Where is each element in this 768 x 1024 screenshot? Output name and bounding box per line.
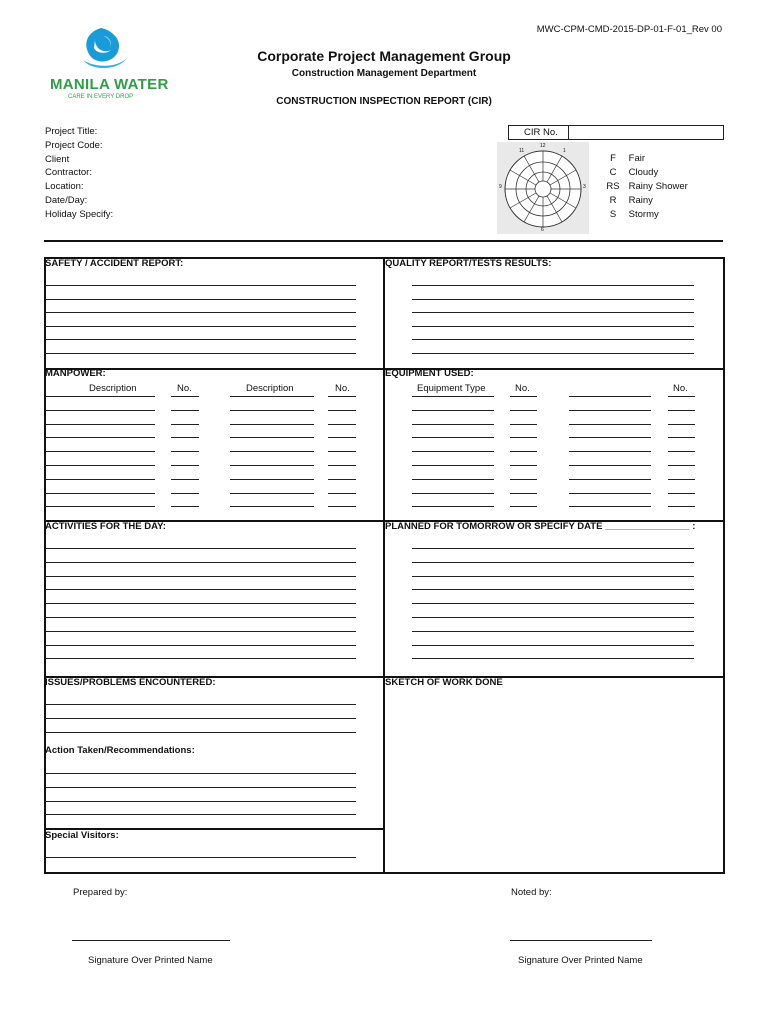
equipment-no-line[interactable] xyxy=(510,451,537,452)
legend-code: R xyxy=(609,195,617,206)
project-info xyxy=(45,125,113,222)
equipment-no-line[interactable] xyxy=(510,465,537,466)
manpower-description-line-2[interactable] xyxy=(230,410,314,411)
activities-line[interactable] xyxy=(45,548,356,549)
equipment-type-line[interactable] xyxy=(412,396,494,397)
manpower-no-line[interactable] xyxy=(171,493,199,494)
legend-label: Fair xyxy=(628,153,646,164)
noted-by-signature-line[interactable] xyxy=(510,940,652,941)
equipment-extra-line[interactable] xyxy=(569,437,651,438)
planned-line[interactable] xyxy=(412,589,694,590)
planned-line[interactable] xyxy=(412,645,694,646)
manpower-no-line[interactable] xyxy=(171,396,199,397)
field-project-code: Project Code: xyxy=(45,139,103,151)
activities-line[interactable] xyxy=(45,645,356,646)
department-title: Construction Management Department xyxy=(291,68,477,79)
equipment-no-line-2[interactable] xyxy=(668,410,695,411)
equipment-extra-line[interactable] xyxy=(569,479,651,480)
legend-label: Cloudy xyxy=(628,167,659,178)
action-line[interactable] xyxy=(45,787,356,788)
legend-code: F xyxy=(610,153,616,164)
manpower-no-line[interactable] xyxy=(171,479,199,480)
manpower-description-line-2[interactable] xyxy=(230,479,314,480)
visitors-line[interactable] xyxy=(45,857,356,858)
quality-line[interactable] xyxy=(412,312,694,313)
weather-wheel xyxy=(497,142,589,234)
equipment-no-line-2[interactable] xyxy=(668,437,695,438)
manpower-no-line[interactable] xyxy=(171,451,199,452)
section-sketch: SKETCH OF WORK DONE xyxy=(385,677,503,688)
section-safety: SAFETY / ACCIDENT REPORT: xyxy=(45,258,184,269)
equipment-no-line[interactable] xyxy=(510,479,537,480)
safety-line[interactable] xyxy=(45,312,356,313)
activities-line[interactable] xyxy=(45,562,356,563)
equipment-type-line[interactable] xyxy=(412,424,494,425)
equipment-type-line[interactable] xyxy=(412,506,494,507)
planned-line[interactable] xyxy=(412,576,694,577)
legend-rainy xyxy=(600,194,688,208)
section-action-taken: Action Taken/Recommendations: xyxy=(45,745,195,756)
manpower-no-line-2[interactable] xyxy=(328,396,356,397)
manpower-description-line[interactable] xyxy=(45,451,155,452)
field-client: Client xyxy=(45,153,70,165)
legend-code: S xyxy=(609,209,617,220)
clock-6: 6 xyxy=(541,227,544,233)
prepared-signature-caption: Signature Over Printed Name xyxy=(88,955,213,966)
action-line[interactable] xyxy=(45,773,356,774)
cir-number-label: CIR No. xyxy=(509,126,569,139)
manpower-no-line-2[interactable] xyxy=(328,479,356,480)
field-date-day: Date/Day: xyxy=(45,194,88,206)
legend-fair xyxy=(600,152,688,166)
issues-line[interactable] xyxy=(45,704,356,705)
manpower-description-line[interactable] xyxy=(45,493,155,494)
activities-line[interactable] xyxy=(45,631,356,632)
planned-line[interactable] xyxy=(412,658,694,659)
clock-12: 12 xyxy=(540,143,546,149)
manpower-description-line[interactable] xyxy=(45,410,155,411)
equipment-type-line[interactable] xyxy=(412,410,494,411)
org-title: Corporate Project Management Group xyxy=(257,48,511,64)
prepared-by-label: Prepared by: xyxy=(73,887,128,898)
equipment-extra-line[interactable] xyxy=(569,465,651,466)
legend-code: RS xyxy=(606,181,620,192)
legend-rainy-shower xyxy=(600,180,688,194)
manpower-no-line-2[interactable] xyxy=(328,451,356,452)
activities-line[interactable] xyxy=(45,617,356,618)
manpower-no-line-2[interactable] xyxy=(328,465,356,466)
column-divider xyxy=(383,257,385,872)
manpower-description-line-2[interactable] xyxy=(230,451,314,452)
safety-line[interactable] xyxy=(45,285,356,286)
cir-number-box xyxy=(508,125,724,140)
manpower-description-line-2[interactable] xyxy=(230,437,314,438)
manpower-col-no: No. xyxy=(177,383,192,394)
clock-3: 3 xyxy=(583,184,586,190)
equipment-type-line[interactable] xyxy=(412,437,494,438)
legend-label: Stormy xyxy=(628,209,659,220)
planned-line[interactable] xyxy=(412,603,694,604)
manpower-description-line[interactable] xyxy=(45,479,155,480)
activities-line[interactable] xyxy=(45,589,356,590)
section-activities: ACTIVITIES FOR THE DAY: xyxy=(45,521,166,532)
equipment-no-line[interactable] xyxy=(510,437,537,438)
equipment-extra-line[interactable] xyxy=(569,451,651,452)
planned-line[interactable] xyxy=(412,562,694,563)
equipment-no-line[interactable] xyxy=(510,396,537,397)
equipment-no-line[interactable] xyxy=(510,506,537,507)
manpower-no-line-2[interactable] xyxy=(328,424,356,425)
section-equipment: EQUIPMENT USED: xyxy=(385,368,474,379)
manpower-no-line[interactable] xyxy=(171,506,199,507)
equipment-extra-line[interactable] xyxy=(569,493,651,494)
manpower-no-line-2[interactable] xyxy=(328,437,356,438)
manpower-description-line-2[interactable] xyxy=(230,465,314,466)
equipment-extra-line[interactable] xyxy=(569,410,651,411)
manpower-description-line[interactable] xyxy=(45,424,155,425)
quality-line[interactable] xyxy=(412,326,694,327)
field-contractor: Contractor: xyxy=(45,167,92,179)
equipment-no-line-2[interactable] xyxy=(668,506,695,507)
manpower-no-line-2[interactable] xyxy=(328,506,356,507)
manpower-description-line[interactable] xyxy=(45,506,155,507)
planned-line[interactable] xyxy=(412,548,694,549)
manpower-description-line-2[interactable] xyxy=(230,493,314,494)
planned-line[interactable] xyxy=(412,617,694,618)
manpower-description-line[interactable] xyxy=(45,396,155,397)
legend-label: Rainy Shower xyxy=(628,181,688,192)
header-divider xyxy=(44,240,723,242)
activities-line[interactable] xyxy=(45,603,356,604)
equipment-col-no: No. xyxy=(515,383,530,394)
row-divider-1 xyxy=(44,368,723,370)
issues-line[interactable] xyxy=(45,732,356,733)
legend-stormy xyxy=(600,208,688,222)
manpower-no-line[interactable] xyxy=(171,410,199,411)
equipment-extra-line[interactable] xyxy=(569,396,651,397)
quality-line[interactable] xyxy=(412,299,694,300)
safety-line[interactable] xyxy=(45,339,356,340)
manpower-description-line[interactable] xyxy=(45,437,155,438)
section-special-visitors: Special Visitors: xyxy=(45,830,119,841)
equipment-extra-line[interactable] xyxy=(569,506,651,507)
manpower-description-line[interactable] xyxy=(45,465,155,466)
equipment-col-no-2: No. xyxy=(673,383,688,394)
equipment-no-line[interactable] xyxy=(510,424,537,425)
issues-line[interactable] xyxy=(45,718,356,719)
manpower-no-line-2[interactable] xyxy=(328,493,356,494)
activities-line[interactable] xyxy=(45,658,356,659)
manpower-no-line[interactable] xyxy=(171,424,199,425)
equipment-col-type: Equipment Type xyxy=(417,383,486,394)
manpower-col-description-2: Description xyxy=(246,383,294,394)
logo-name: MANILA WATER xyxy=(50,76,169,93)
safety-line[interactable] xyxy=(45,326,356,327)
equipment-type-line[interactable] xyxy=(412,465,494,466)
clock-1: 1 xyxy=(563,148,566,154)
legend-label: Rainy xyxy=(628,195,653,206)
equipment-extra-line[interactable] xyxy=(569,424,651,425)
manpower-description-line-2[interactable] xyxy=(230,396,314,397)
document-code: MWC-CPM-CMD-2015-DP-01-F-01_Rev 00 xyxy=(536,24,722,35)
equipment-no-line-2[interactable] xyxy=(668,465,695,466)
prepared-by-signature-line[interactable] xyxy=(72,940,230,941)
equipment-type-line[interactable] xyxy=(412,479,494,480)
section-manpower: MANPOWER: xyxy=(45,368,106,379)
field-project-title: Project Title: xyxy=(45,126,98,137)
equipment-type-line[interactable] xyxy=(412,451,494,452)
quality-line[interactable] xyxy=(412,339,694,340)
manpower-description-line-2[interactable] xyxy=(230,424,314,425)
equipment-no-line[interactable] xyxy=(510,410,537,411)
manpower-no-line[interactable] xyxy=(171,437,199,438)
equipment-no-line-2[interactable] xyxy=(668,396,695,397)
clock-9: 9 xyxy=(499,184,502,190)
cir-number-field[interactable] xyxy=(569,126,723,139)
safety-line[interactable] xyxy=(45,353,356,354)
action-line[interactable] xyxy=(45,801,356,802)
manpower-no-line-2[interactable] xyxy=(328,410,356,411)
equipment-no-line-2[interactable] xyxy=(668,451,695,452)
weather-legend xyxy=(600,152,688,222)
manpower-description-line-2[interactable] xyxy=(230,506,314,507)
legend-code: C xyxy=(609,167,617,178)
section-quality: QUALITY REPORT/TESTS RESULTS: xyxy=(385,258,552,269)
equipment-no-line-2[interactable] xyxy=(668,479,695,480)
field-location: Location: xyxy=(45,181,84,193)
clock-11: 11 xyxy=(519,148,525,154)
quality-line[interactable] xyxy=(412,285,694,286)
activities-line[interactable] xyxy=(45,576,356,577)
section-issues: ISSUES/PROBLEMS ENCOUNTERED: xyxy=(45,677,216,688)
safety-line[interactable] xyxy=(45,299,356,300)
manpower-col-no-2: No. xyxy=(335,383,350,394)
noted-signature-caption: Signature Over Printed Name xyxy=(518,955,643,966)
legend-cloudy xyxy=(600,166,688,180)
manpower-col-description: Description xyxy=(89,383,137,394)
equipment-type-line[interactable] xyxy=(412,493,494,494)
equipment-no-line-2[interactable] xyxy=(668,424,695,425)
equipment-no-line[interactable] xyxy=(510,493,537,494)
manpower-no-line[interactable] xyxy=(171,465,199,466)
action-line[interactable] xyxy=(45,814,356,815)
logo-tagline: CARE IN EVERY DROP xyxy=(68,94,134,100)
weather-clock-icon xyxy=(497,142,589,234)
quality-line[interactable] xyxy=(412,353,694,354)
field-holiday: Holiday Specify: xyxy=(45,208,114,220)
planned-line[interactable] xyxy=(412,631,694,632)
equipment-no-line-2[interactable] xyxy=(668,493,695,494)
report-title: CONSTRUCTION INSPECTION REPORT (CIR) xyxy=(276,96,492,107)
noted-by-label: Noted by: xyxy=(511,887,552,898)
section-planned: PLANNED FOR TOMORROW OR SPECIFY DATE ________________ : xyxy=(385,521,696,532)
